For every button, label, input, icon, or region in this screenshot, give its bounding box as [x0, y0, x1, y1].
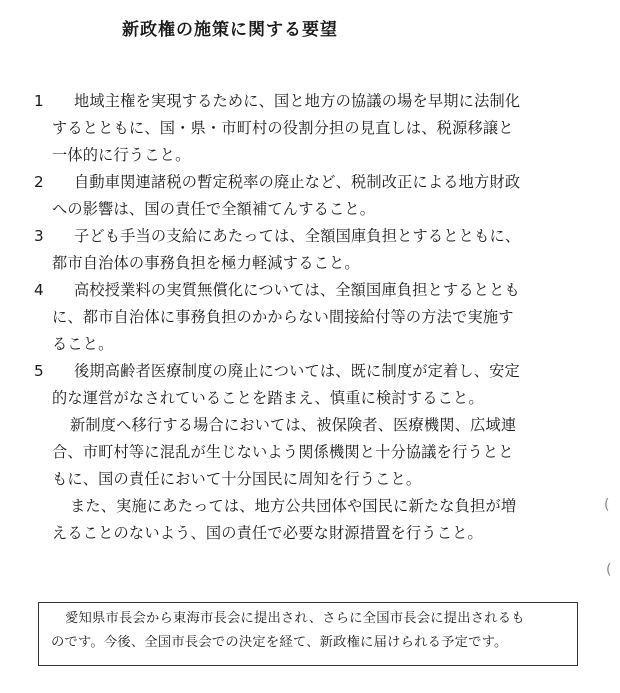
request-item-4	[30, 277, 602, 358]
request-item-3	[30, 223, 602, 277]
item-text-line: への影響は、国の責任で全額補てんすること。	[52, 200, 376, 218]
item-text-line: に、都市自治体に事務負担のかからない間接給付等の方法で実施す	[52, 308, 514, 326]
document-title: 新政権の施策に関する要望	[122, 20, 338, 40]
item-text-line: 合、市町村等に混乱が生じないよう関係機関と十分協議を行うとと	[52, 443, 514, 461]
margin-mark: (	[606, 562, 612, 578]
margin-mark: (	[604, 497, 610, 513]
item-text-line: 一体的に行うこと。	[52, 146, 191, 164]
item-number: 2	[34, 173, 44, 191]
item-text-line: 地域主権を実現するために、国と地方の協議の場を早期に法制化	[74, 92, 521, 110]
item-number: 1	[34, 92, 44, 110]
item-text-line: するとともに、国・県・市町村の役割分担の見直しは、税源移譲と	[52, 119, 514, 137]
request-item-5	[30, 358, 602, 547]
request-item-1	[30, 88, 602, 169]
note-text-line: のです。今後、全国市長会での決定を経て、新政権に届けられる予定です。	[51, 635, 508, 650]
item-text-line: 都市自治体の事務負担を極力軽減すること。	[52, 254, 360, 272]
item-text-line: 新制度へ移行する場合においては、被保険者、医療機関、広域連	[70, 416, 517, 434]
request-list	[30, 88, 602, 547]
item-text-line: また、実施にあたっては、地方公共団体や国民に新たな負担が増	[70, 497, 517, 515]
item-text-line: 子ども手当の支給にあたっては、全額国庫負担とするとともに、	[74, 227, 521, 245]
item-text-line: ること。	[52, 335, 114, 353]
request-item-2	[30, 169, 602, 223]
item-number: 5	[34, 362, 44, 380]
note-box	[38, 602, 578, 666]
item-text-line: 的な運営がなされていることを踏まえ、慎重に検討すること。	[52, 389, 484, 407]
item-text-line: えることのないよう、国の責任で必要な財源措置を行うこと。	[52, 524, 483, 542]
item-text-line: 後期高齢者医療制度の廃止については、既に制度が定着し、安定	[74, 362, 520, 380]
item-text-line: 自動車関連諸税の暫定税率の廃止など、税制改正による地方財政	[74, 173, 521, 191]
item-number: 4	[34, 281, 44, 299]
item-number: 3	[34, 227, 44, 245]
note-text-line: 愛知県市長会から東海市長会に提出され、さらに全国市長会に提出されるも	[65, 611, 525, 626]
item-text-line: 高校授業料の実質無償化については、全額国庫負担とするととも	[74, 281, 520, 299]
item-text-line: もに、国の責任において十分国民に周知を行うこと。	[52, 470, 422, 488]
